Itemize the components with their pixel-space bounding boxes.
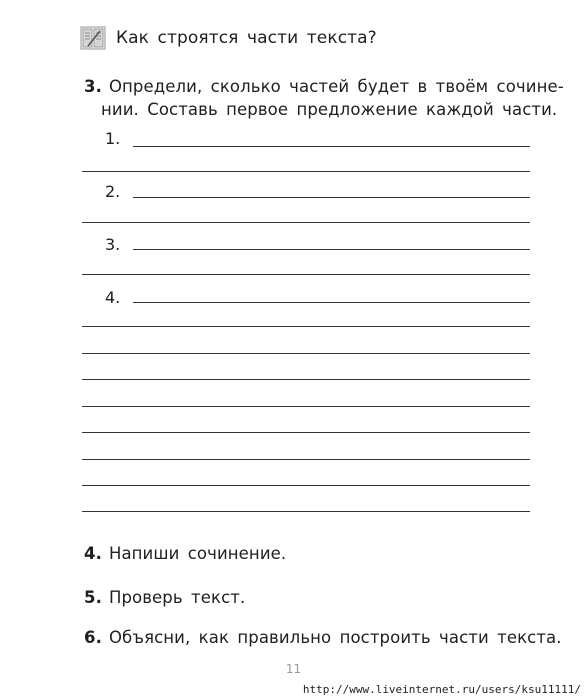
task-3-line-1	[84, 75, 564, 98]
page-number: 11	[285, 662, 302, 676]
answer-line[interactable]	[82, 485, 530, 486]
task-6-number: 6.	[84, 628, 102, 647]
answer-line[interactable]	[82, 406, 530, 407]
answer-label-4: 4.	[105, 288, 121, 307]
pencil-book-icon	[80, 26, 106, 50]
answer-line[interactable]	[82, 222, 530, 223]
answer-line[interactable]	[82, 171, 530, 172]
task-3-line-2: нии. Составь первое предложение каждой части.	[101, 100, 558, 119]
answer-line[interactable]	[133, 302, 530, 303]
answer-line[interactable]	[82, 353, 530, 354]
answer-line[interactable]	[133, 146, 530, 147]
answer-line[interactable]	[82, 459, 530, 460]
answer-line[interactable]	[82, 274, 530, 275]
answer-line[interactable]	[133, 197, 530, 198]
task-5-text: Проверь текст.	[108, 588, 246, 607]
task-5	[84, 586, 245, 609]
answer-line[interactable]	[82, 326, 530, 327]
task-4	[84, 542, 286, 565]
task-6-text: Объясни, как правильно построить части текста.	[108, 628, 562, 647]
task-4-number: 4.	[84, 544, 102, 563]
task-5-number: 5.	[84, 588, 102, 607]
answer-label-2: 2.	[105, 182, 121, 201]
watermark-url: http://www.liveinternet.ru/users/ksu11111/	[302, 683, 581, 696]
task-3-number: 3.	[84, 77, 102, 96]
answer-line[interactable]	[82, 432, 530, 433]
task-4-text: Напиши сочинение.	[108, 544, 287, 563]
task-3-text-1: Определи, сколько частей будет в твоём сочине-	[108, 77, 564, 96]
answer-label-1: 1.	[105, 129, 121, 148]
answer-label-3: 3.	[105, 235, 121, 254]
section-header	[80, 26, 377, 50]
task-6	[84, 626, 562, 649]
answer-line[interactable]	[133, 249, 530, 250]
answer-line[interactable]	[82, 511, 530, 512]
answer-line[interactable]	[82, 379, 530, 380]
section-title: Как строятся части текста?	[116, 28, 377, 48]
task-3	[84, 75, 564, 121]
